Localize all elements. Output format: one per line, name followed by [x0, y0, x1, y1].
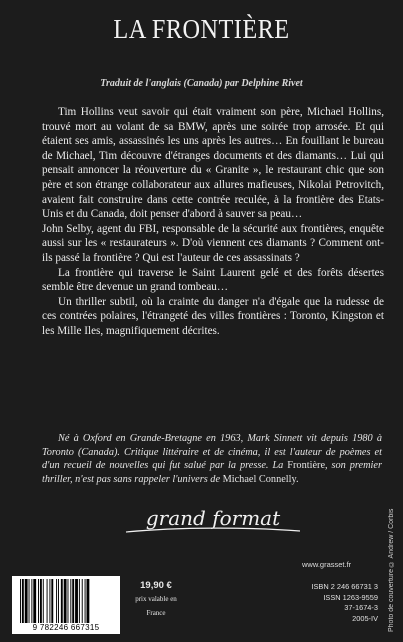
barcode-bar	[82, 579, 83, 623]
price-valid-label: prix valable en	[135, 595, 177, 603]
catalog-reference: 37-1674-3	[344, 603, 378, 612]
barcode-bar	[49, 579, 50, 623]
price-country: France	[146, 609, 166, 617]
bio-text-1: Né à Oxford en Grande-Bretagne en 1963, Mark Sinnett vit depuis 1980 à Toronto (Canada). Critique littéraire et de cinéma, il est l'auteur de poèmes et d'un recueil de nouvelles qui fut salué par la presse. La	[42, 433, 382, 472]
back-cover-summary	[42, 105, 384, 339]
summary-paragraph-1: Tim Hollins veut savoir qui était vraiment son père, Michael Hollins, trouvé mort au volant de sa BMW, après une soirée trop arrosée. Et qui étaient ses amis, assassinés les uns après les autres… En fouillant le bureau de Michael, Tim découvre d'étranges documents et des diamants… Lui qui pensait annoncer la réouverture du « Granite », le restaurant chic que son père et son étrange collaborateur aux allures mafieuses, Nikolai Petrovitch, avaient fait construire dans cette contrée reculée, à la frontière des Etats-Unis et du Canada, doit penser d'abord à sauver sa peau…	[42, 106, 384, 221]
barcode-bar	[75, 579, 78, 623]
collection-logo-text: grand format	[145, 506, 281, 530]
isbn-number: ISBN 2 246 66731 3	[311, 582, 378, 591]
barcode-bar	[31, 579, 32, 623]
translation-credit: Traduit de l'anglais (Canada) par Delphine Rivet	[100, 78, 303, 89]
summary-paragraph-2: John Selby, agent du FBI, responsable de la sécurité aux frontières, enquête aussi sur les « restaurateurs ». D'où viennent ces diamants ? Comment ont-ils passé la frontière ? Qui est l'auteur de ces assassinats ?	[42, 222, 384, 264]
barcode-digits: 9 782246 667315	[32, 623, 100, 632]
barcode-bar	[70, 579, 71, 623]
bio-text-2: , son premier thriller, n'est pas sans rappeler l'univers de	[42, 460, 382, 485]
barcode-bar	[25, 579, 28, 623]
edition-code: 2005-IV	[352, 613, 378, 623]
barcode-bar	[33, 579, 36, 623]
price-block	[134, 580, 178, 617]
barcode-bar	[85, 579, 86, 623]
collection-logo	[118, 505, 308, 537]
issn-number: ISSN 1263-9559	[323, 592, 378, 602]
barcode-bar	[29, 579, 30, 623]
barcode-bar	[38, 579, 39, 623]
publisher-website: www.grasset.fr	[302, 560, 352, 569]
bio-author-reference: Michael Connelly.	[222, 473, 299, 485]
barcode-bar	[64, 579, 67, 623]
bio-book-title: Frontière	[287, 460, 326, 472]
barcode-bar	[79, 579, 80, 623]
barcode-bar	[87, 579, 90, 623]
barcode-bar	[40, 579, 42, 623]
summary-paragraph-3: La frontière qui traverse le Saint Laurent gelé et des forêts désertes semble être devenue un grand tombeau…	[42, 266, 384, 294]
book-title: LA FRONTIÈRE	[113, 14, 290, 44]
barcode-bar	[61, 579, 63, 623]
author-bio	[42, 432, 382, 486]
barcode-bar	[51, 579, 53, 623]
cover-photo-credit: Photo de couverture © Andrew / Corbis	[388, 508, 395, 632]
summary-paragraph-4: Un thriller subtil, où la crainte du danger n'a d'égale que la rudesse de ces contrées polaires, l'étrangeté des villes frontières : Toronto, Kingston et les Mille Iles, magnifiquement décrites.	[42, 295, 384, 337]
barcode-bar	[47, 579, 48, 623]
price: 19,90 €	[140, 580, 172, 591]
barcode-bars	[20, 579, 112, 623]
barcode-bar	[58, 579, 59, 623]
author-bio-paragraph	[42, 432, 382, 486]
barcode-bar	[20, 579, 21, 623]
barcode-bar	[43, 579, 44, 623]
barcode-bar	[72, 579, 74, 623]
barcode-bar	[22, 579, 24, 623]
barcode	[12, 576, 120, 634]
barcode-bar	[56, 579, 57, 623]
barcode-bar	[68, 579, 69, 623]
isbn-block	[294, 582, 378, 624]
